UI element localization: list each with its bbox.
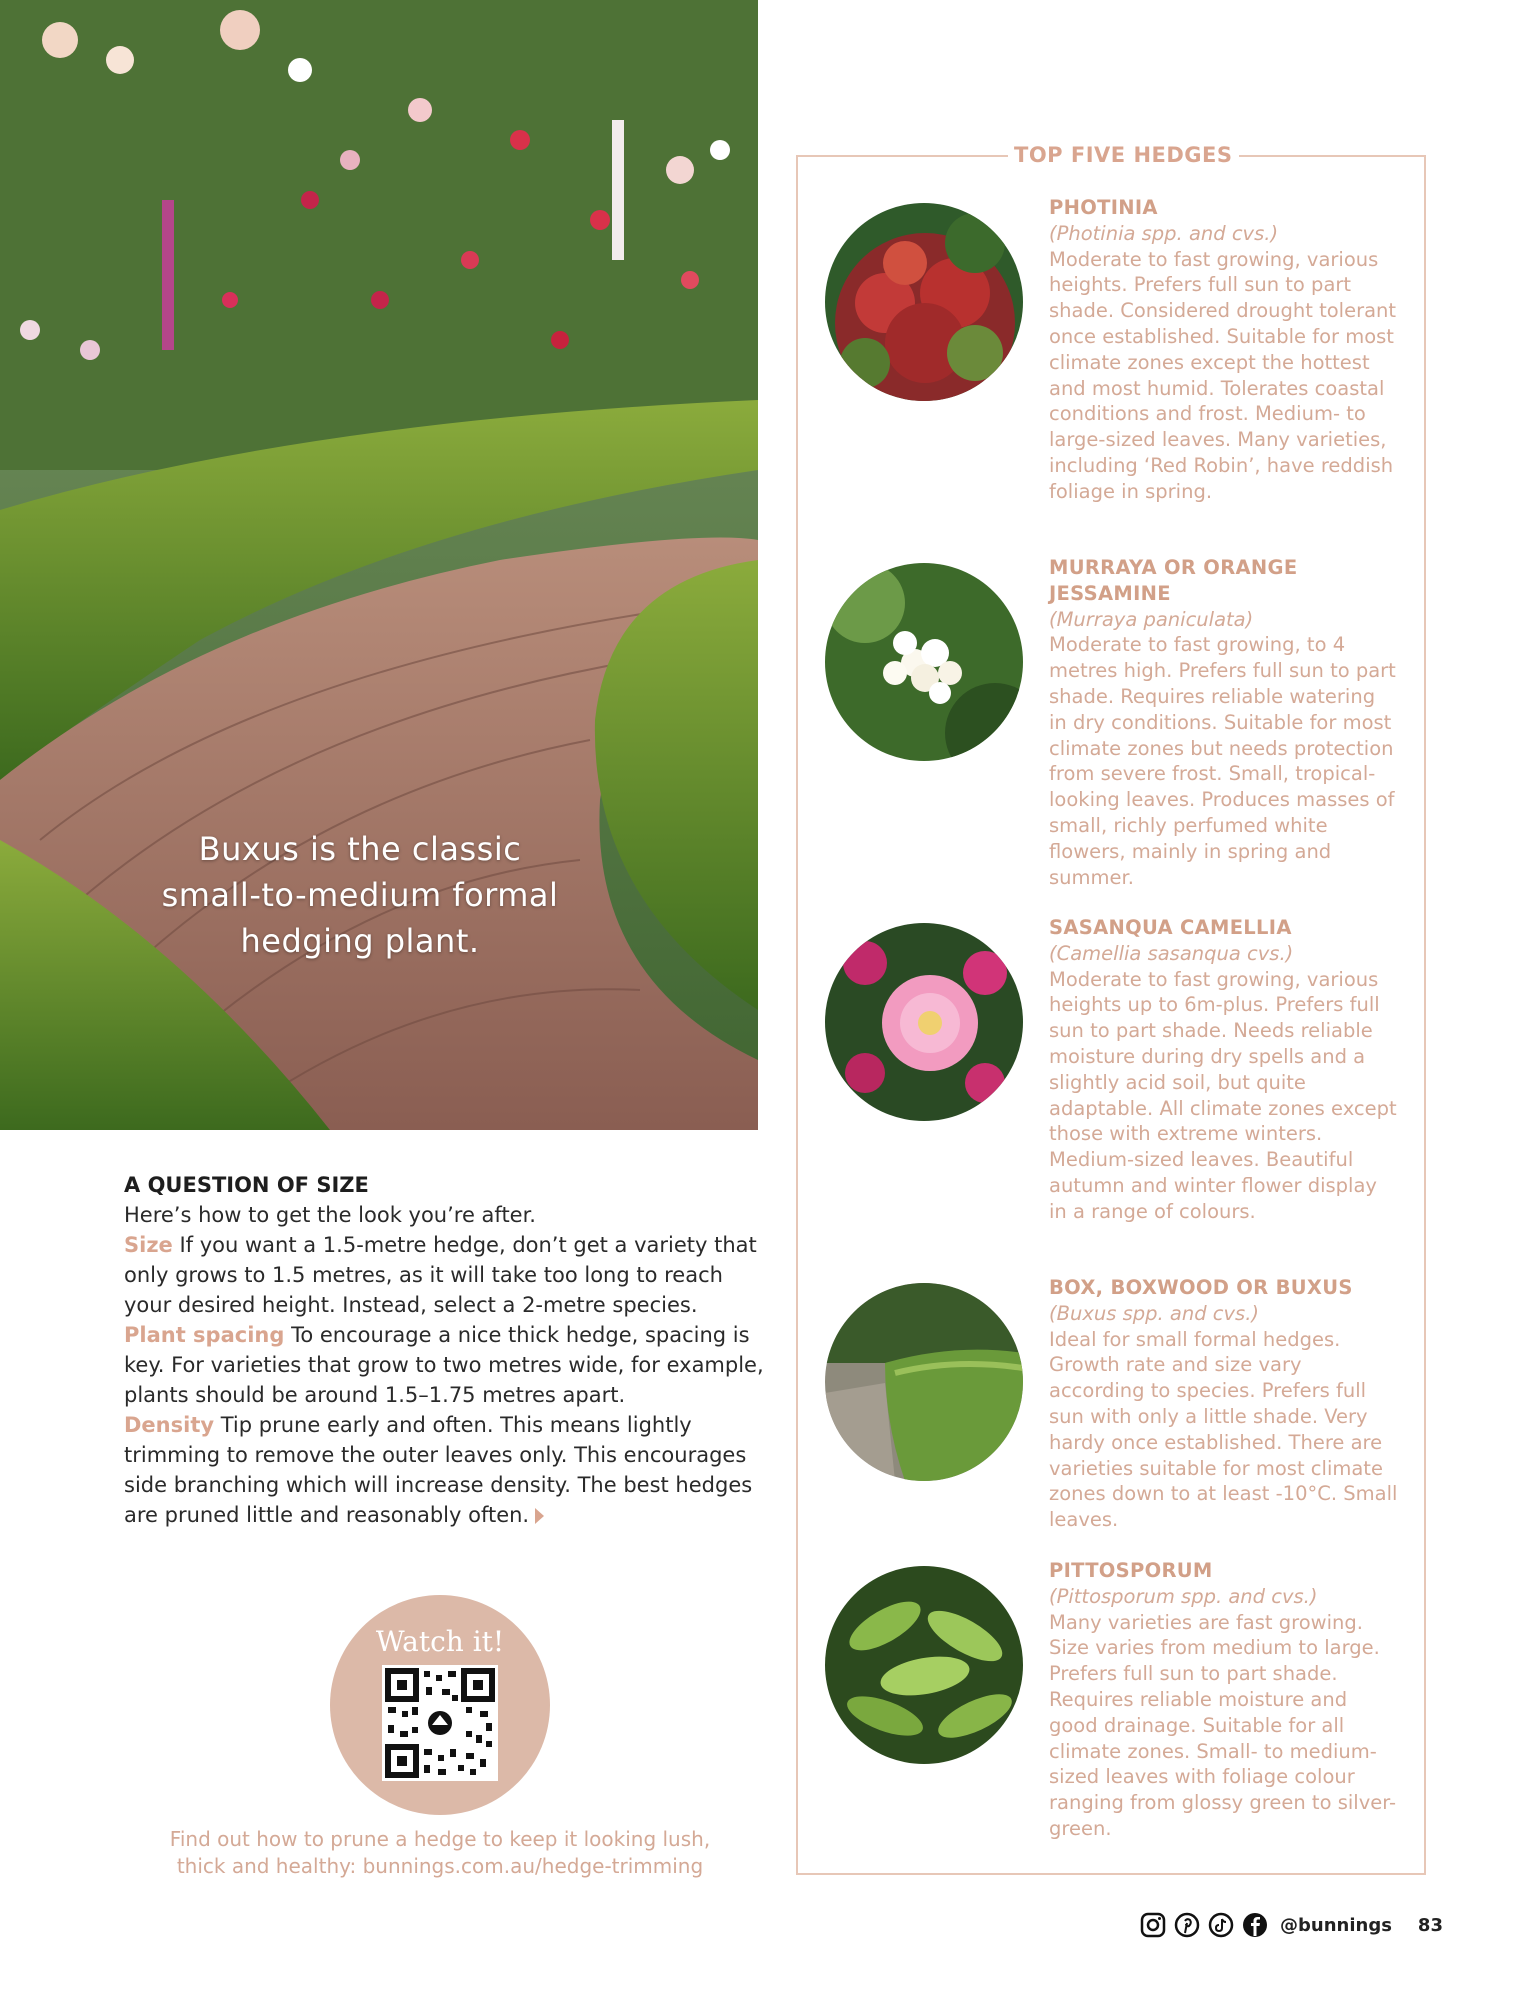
hedge-latin: (Pittosporum spp. and cvs.): [1049, 1584, 1318, 1608]
camellia-image: [825, 923, 1023, 1121]
page-number: 83: [1417, 1914, 1443, 1936]
hedge-name: BOX, BOXWOOD OR BUXUS: [1049, 1276, 1353, 1299]
arrow-right-icon: [535, 1508, 544, 1524]
pinterest-icon[interactable]: [1174, 1912, 1200, 1938]
hero-caption: Buxus is the classic small-to-medium formal hedging plant.: [161, 830, 559, 960]
page-footer: [1140, 1910, 1443, 1940]
pittosporum-photo: [825, 1566, 1023, 1764]
article-section-size: [124, 1230, 764, 1320]
watch-it-badge: [330, 1595, 550, 1815]
camellia-photo: [825, 923, 1023, 1121]
buxus-text: [1049, 1275, 1399, 1533]
photinia-photo: [825, 203, 1023, 401]
hedge-latin: (Murraya paniculata): [1049, 607, 1254, 631]
pittosporum-image: [825, 1566, 1023, 1764]
buxus-image: [825, 1283, 1023, 1481]
hedge-name: PHOTINIA: [1049, 196, 1158, 219]
facebook-icon[interactable]: [1242, 1912, 1268, 1938]
term-plant-spacing: Plant spacing: [124, 1323, 285, 1347]
hedge-name: SASANQUA CAMELLIA: [1049, 916, 1292, 939]
article-heading: A QUESTION OF SIZE: [124, 1173, 369, 1197]
hedge-latin: (Camellia sasanqua cvs.): [1049, 941, 1294, 965]
watch-caption: Find out how to prune a hedge to keep it looking lush, thick and healthy: bunnings.com.au/hedge-trimming: [169, 1827, 711, 1878]
hedge-description: Moderate to fast growing, various heights. Prefers full sun to part shade. Considered drought tolerant once established. Suitable for most climate zones except the hottest and most humid. Tolerates coastal conditions and frost. Medium- to large-sized leaves. Many varieties, including ‘Red Robin’, have reddish foliage in spring.: [1049, 247, 1397, 503]
text-size: If you want a 1.5-metre hedge, don’t get a variety that only grows to 1.5 metres, as it will take too long to reach your desired height. Instead, select a 2-metre species.: [124, 1233, 757, 1317]
article-section-density: [124, 1410, 764, 1530]
qr-code[interactable]: [382, 1665, 498, 1781]
qr-code-icon: [382, 1665, 498, 1781]
hedge-description: Many varieties are fast growing. Size varies from medium to large. Prefers full sun to part shade. Requires reliable moisture and good drainage. Suitable for all climate zones. Small- to medium-sized leaves with foliage colour ranging from glossy green to silver-green.: [1049, 1610, 1397, 1840]
hedge-name: MURRAYA OR ORANGE JESSAMINE: [1049, 556, 1298, 605]
social-handle[interactable]: @bunnings: [1280, 1914, 1392, 1936]
hedge-description: Moderate to fast growing, various heights up to 6m-plus. Prefers full sun to part shade. Needs reliable moisture during dry spells and a slightly acid soil, but quite adaptable. All climate zones except those with extreme winters. Medium-sized leaves. Beautiful autumn and winter flower display in a range of colours.: [1049, 967, 1397, 1223]
hedge-latin: (Photinia spp. and cvs.): [1049, 221, 1279, 245]
photinia-image: [825, 203, 1023, 401]
term-size: Size: [124, 1233, 173, 1257]
article-intro: Here’s how to get the look you’re after.: [124, 1203, 536, 1227]
hedge-latin: (Buxus spp. and cvs.): [1049, 1301, 1260, 1325]
camellia-text: [1049, 915, 1399, 1225]
article-size: [124, 1170, 764, 1530]
top-hedges-title: TOP FIVE HEDGES: [1008, 140, 1239, 170]
tiktok-icon[interactable]: [1208, 1912, 1234, 1938]
murraya-image: [825, 563, 1023, 761]
murraya-text: [1049, 555, 1399, 890]
pittosporum-text: [1049, 1558, 1399, 1842]
watch-title: Watch it!: [375, 1625, 505, 1658]
murraya-photo: [825, 563, 1023, 761]
hedge-description: Ideal for small formal hedges. Growth rate and size vary according to species. Prefers full sun with only a little shade. Very hardy once established. There are varieties suitable for most climate zones down to at least -10°C. Small leaves.: [1049, 1327, 1398, 1532]
photinia-text: [1049, 195, 1399, 505]
text-density: Tip prune early and often. This means lightly trimming to remove the outer leaves only. This encourages side branching which will increase density. The best hedges are pruned little and reasonably often.: [124, 1413, 753, 1527]
instagram-icon[interactable]: [1140, 1912, 1166, 1938]
hedge-description: Moderate to fast growing, to 4 metres high. Prefers full sun to part shade. Requires reliable watering in dry conditions. Suitable for most climate zones but needs protection from severe frost. Small, tropical-looking leaves. Produces masses of small, richly perfumed white flowers, mainly in spring and summer.: [1049, 633, 1396, 889]
hero-photo: [0, 0, 758, 1130]
buxus-photo: [825, 1283, 1023, 1481]
article-section-spacing: [124, 1320, 764, 1410]
text-plant-spacing: To encourage a nice thick hedge, spacing is key. For varieties that grow to two metres wide, for example, plants should be around 1.5–1.75 metres apart.: [124, 1323, 764, 1407]
hedge-name: PITTOSPORUM: [1049, 1559, 1213, 1582]
term-density: Density: [124, 1413, 215, 1437]
